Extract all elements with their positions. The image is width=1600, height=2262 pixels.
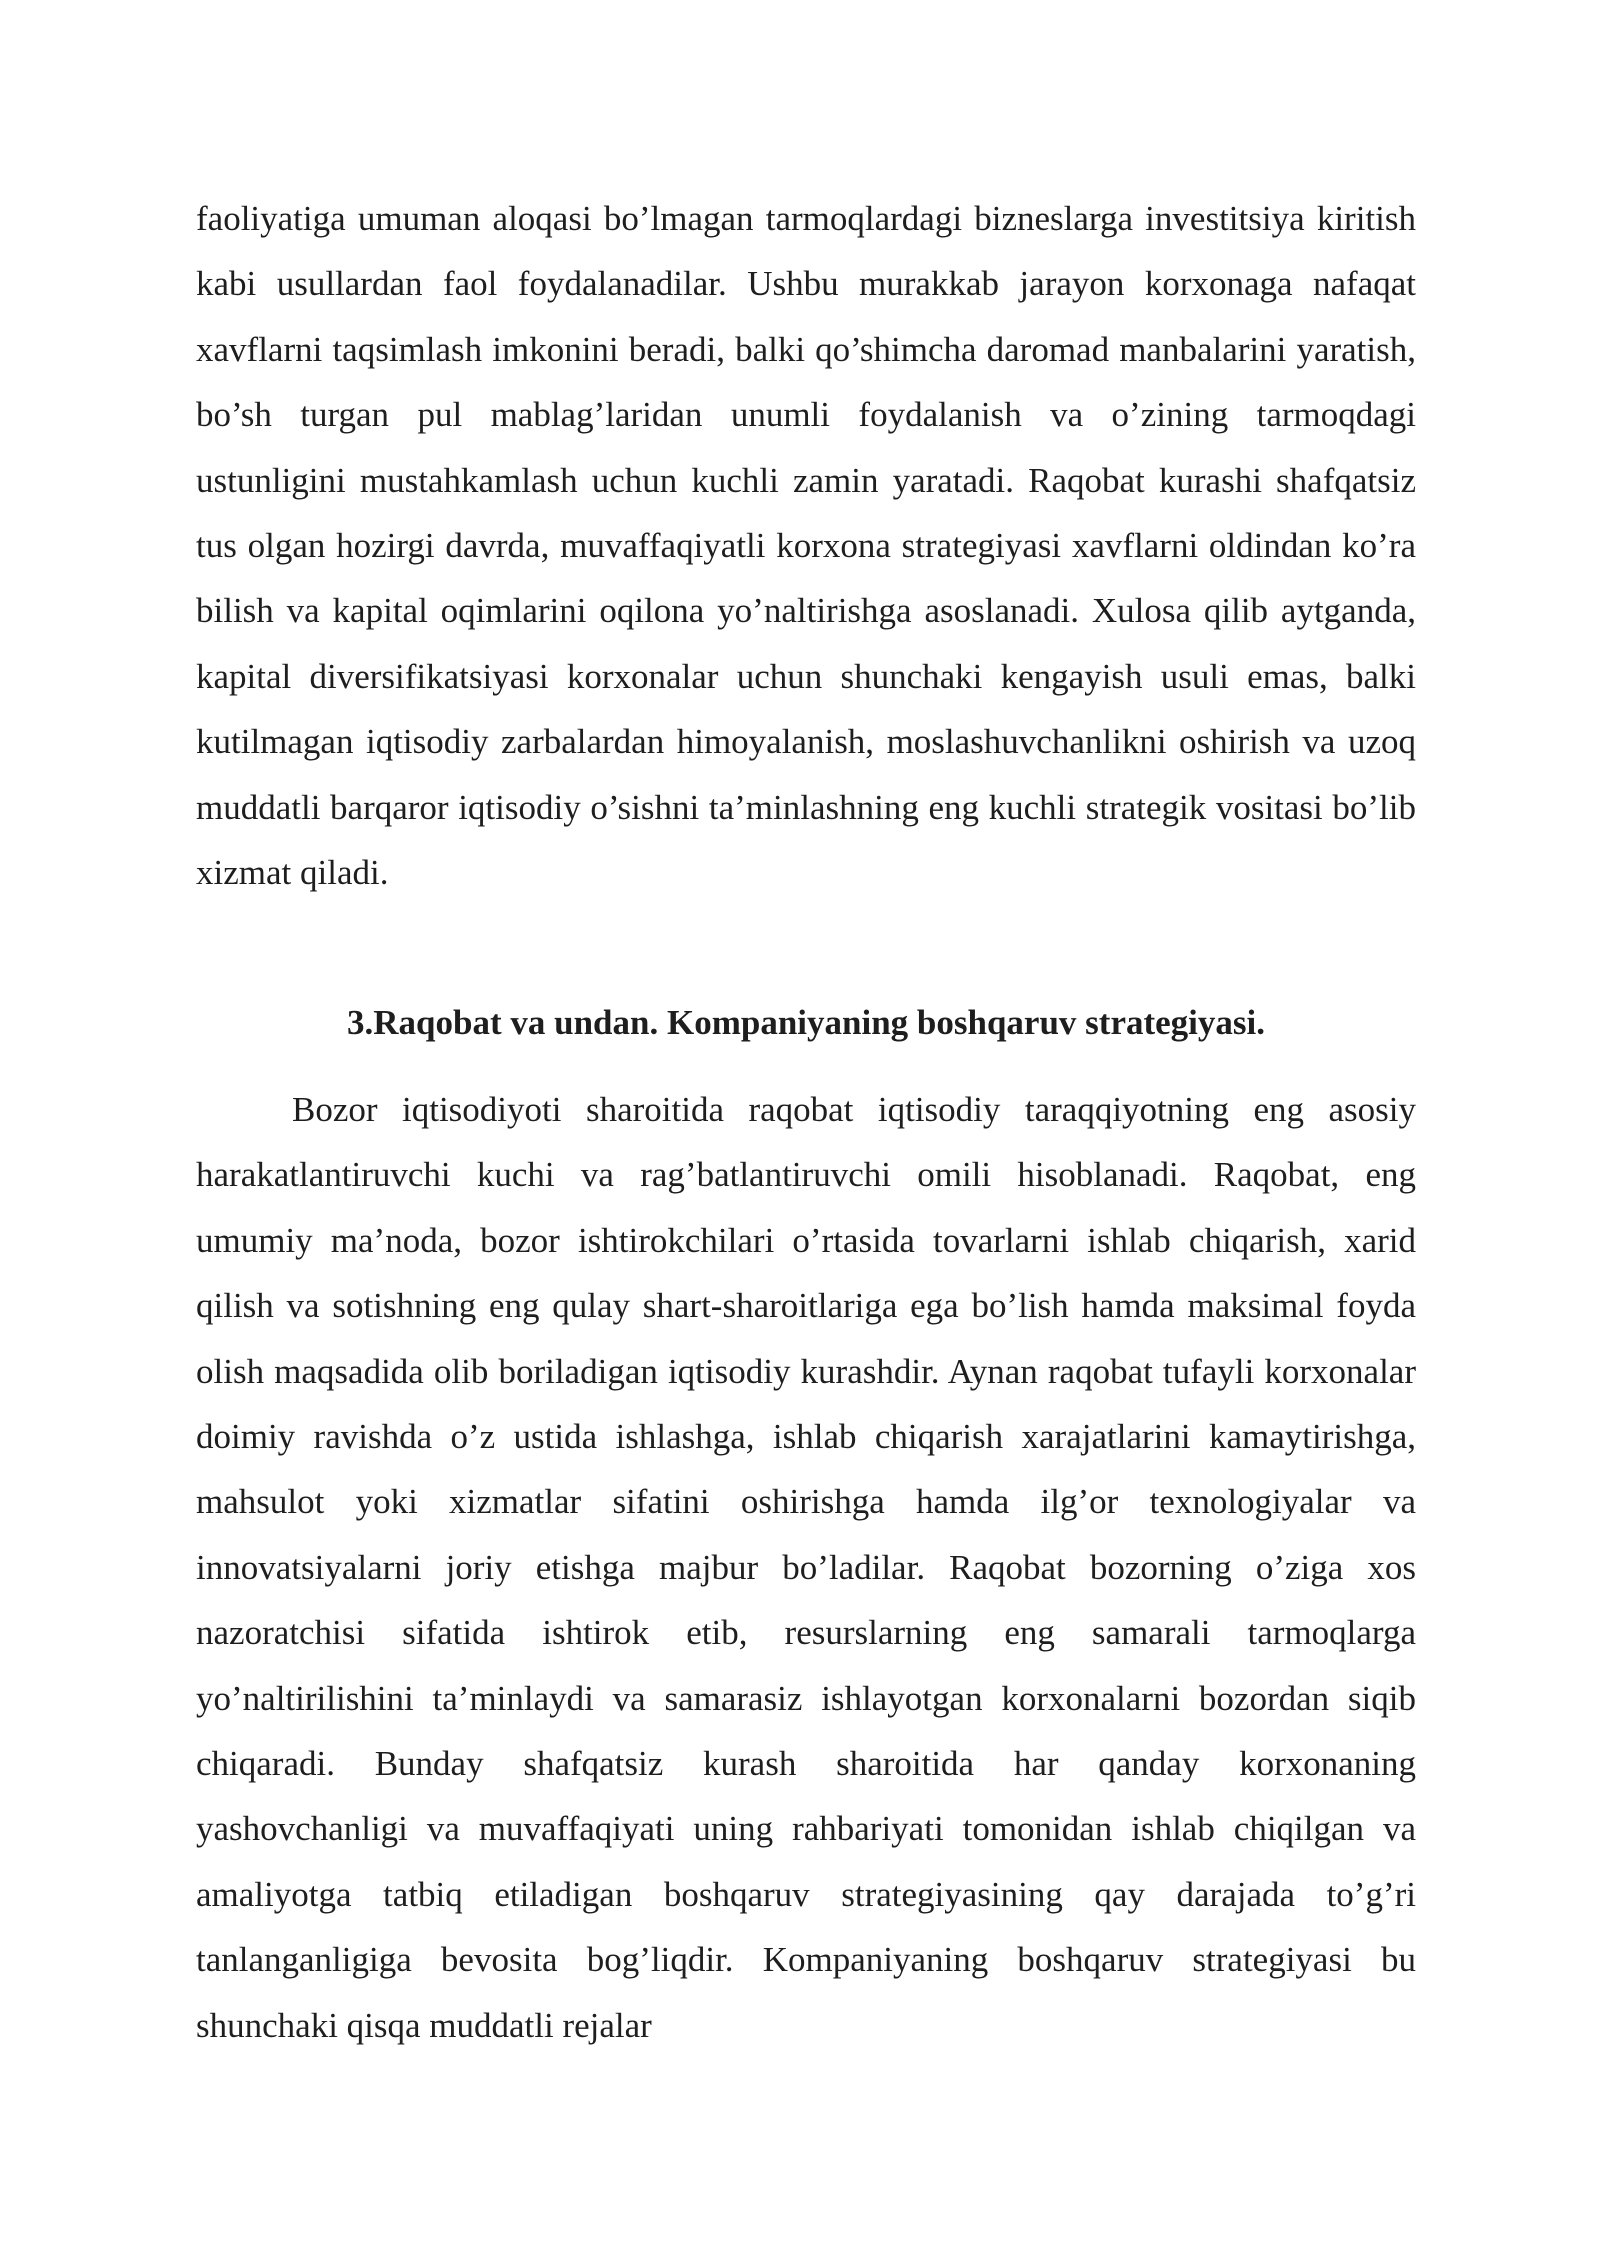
body-paragraph: Bozor iqtisodiyoti sharoitida raqobat iqtisodiy taraqqiyotning eng asosiy harakatlantiruvchi kuchi va rag’batlantiruvchi omili hisoblanadi. Raqobat, eng umumiy ma’noda, bozor ishtirokchilari o’rtasida tovarlarni ishlab chiqarish, xarid qilish va sotishning eng qulay shart-sharoitlariga ega bo’lish hamda maksimal foyda olish maqsadida olib boriladigan iqtisodiy kurashdir. Aynan raqobat tufayli korxonalar doimiy ravishda o’z ustida ishlashga, ishlab chiqarish xarajatlarini kamaytirishga, mahsulot yoki xizmatlar sifatini oshirishga hamda ilg’or texnologiyalar va innovatsiyalarni joriy etishga majbur bo’ladilar. Raqobat bozorning o’ziga xos nazoratchisi sifatida ishtirok etib, resurslarning eng samarali tarmoqlarga yo’naltirilishini ta’minlaydi va samarasiz ishlayotgan korxonalarni bozordan siqib chiqaradi. Bunday shafqatsiz kurash sharoitida har qanday korxonaning yashovchanligi va muvaffaqiyati uning rahbariyati tomonidan ishlab chiqilgan va amaliyotga tatbiq etiladigan boshqaruv strategiyasining qay darajada to’g’ri tanlanganligiga bevosita bog’liqdir. Kompaniyaning boshqaruv strategiyasi bu shunchaki qisqa muddatli rejalar [196,1090,1416,2045]
body-paragraph-continuation: faoliyatiga umuman aloqasi bo’lmagan tarmoqlardagi bizneslarga investitsiya kiritish kabi usullardan faol foydalanadilar. Ushbu murakkab jarayon korxonaga nafaqat xavflarni taqsimlash imkonini beradi, balki qo’shimcha daromad manbalarini yaratish, bo’sh turgan pul mablag’laridan unumli foydalanish va o’zining tarmoqdagi ustunligini mustahkamlash uchun kuchli zamin yaratadi. Raqobat kurashi shafqatsiz tus olgan hozirgi davrda, muvaffaqiyatli korxona strategiyasi xavflarni oldindan ko’ra bilish va kapital oqimlarini oqilona yo’naltirishga asoslanadi. Xulosa qilib aytganda, kapital diversifikatsiyasi korxonalar uchun shunchaki kengayish usuli emas, balki kutilmagan iqtisodiy zarbalardan himoyalanish, moslashuvchanlikni oshirish va uzoq muddatli barqaror iqtisodiy o’sishni ta’minlashning eng kuchli strategik vositasi bo’lib xizmat qiladi. [196,199,1416,893]
section-heading: 3.Raqobat va undan. Kompaniyaning boshqaruv strategiyasi. [347,1003,1265,1042]
